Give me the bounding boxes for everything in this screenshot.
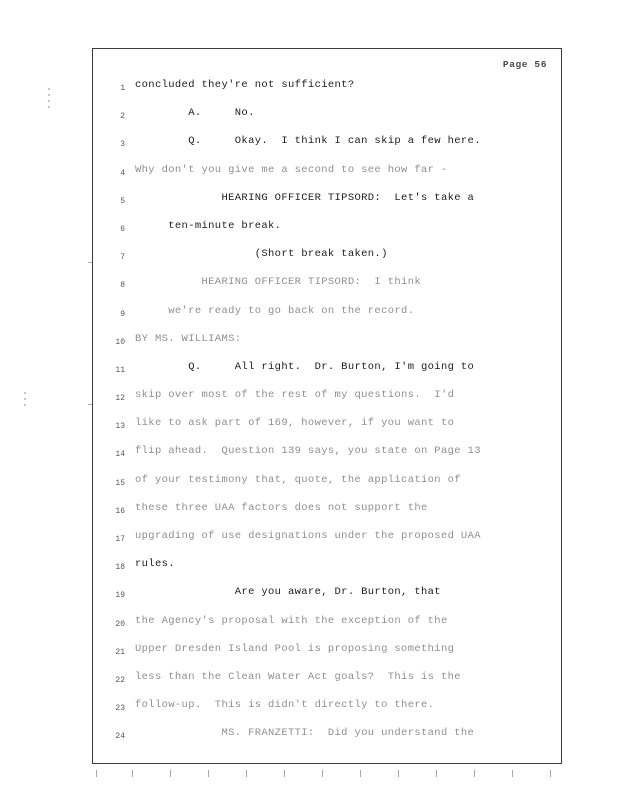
transcript-line	[93, 220, 561, 248]
transcript-line	[93, 643, 561, 671]
transcript-line	[93, 502, 561, 530]
line-text: concluded they're not sufficient?	[135, 79, 355, 91]
line-text: rules.	[135, 558, 175, 571]
scan-artifact	[24, 392, 26, 394]
scan-bottom-marks	[96, 770, 556, 778]
page-number-label: Page 56	[502, 59, 547, 70]
transcript-line	[93, 530, 561, 558]
line-text: Q. All right. Dr. Burton, I'm going to	[135, 360, 475, 373]
line-number: 5	[120, 196, 125, 206]
line-text: Why don't you give me a second to see how far -	[135, 163, 448, 176]
scan-artifact	[48, 88, 50, 90]
line-text: the Agency's proposal with the exception of the	[135, 614, 448, 627]
line-number: 15	[115, 478, 125, 488]
transcript-line	[93, 79, 561, 107]
transcript-line	[93, 333, 561, 361]
line-text: we're ready to go back on the record.	[135, 304, 415, 317]
line-number: 8	[120, 281, 125, 291]
line-text: follow-up. This is didn't directly to there.	[135, 699, 435, 712]
scan-artifact	[24, 404, 26, 406]
line-number: 4	[120, 168, 125, 178]
line-text: ten-minute break.	[135, 219, 282, 232]
line-number: 16	[115, 506, 125, 516]
line-number: 9	[120, 309, 125, 319]
line-text: BY MS. WILLIAMS:	[135, 332, 242, 345]
line-number: 13	[115, 422, 125, 432]
transcript-page	[92, 48, 562, 764]
line-number: 17	[115, 535, 125, 544]
line-text: flip ahead. Question 139 says, you state on Page 13	[135, 445, 481, 458]
transcript-line	[93, 248, 561, 276]
line-number: 11	[115, 365, 125, 375]
line-text: MS. FRANZETTI: Did you understand the	[135, 727, 475, 740]
line-text: HEARING OFFICER TIPSORD: Let's take a	[135, 191, 475, 204]
transcript-line	[93, 558, 561, 586]
transcript-line	[93, 671, 561, 699]
line-number: 14	[115, 450, 125, 460]
line-text: of your testimony that, quote, the application of	[135, 473, 461, 486]
line-text: HEARING OFFICER TIPSORD: I think	[135, 276, 421, 289]
line-text: Upper Dresden Island Pool is proposing something	[135, 642, 455, 655]
transcript-line	[93, 699, 561, 727]
line-text: Q. Okay. I think I can skip a few here.	[135, 135, 481, 148]
transcript-line	[93, 389, 561, 417]
scan-artifact	[48, 106, 50, 108]
transcript-line	[93, 305, 561, 333]
transcript-line	[93, 135, 561, 163]
line-number: 24	[115, 732, 125, 742]
transcript-line	[93, 164, 561, 192]
transcript-line	[93, 276, 561, 304]
line-number: 18	[115, 563, 125, 573]
line-text: these three UAA factors does not support the	[135, 501, 428, 514]
line-number: 22	[115, 675, 125, 685]
transcript-line	[93, 727, 561, 755]
line-text: less than the Clean Water Act goals? This is the	[135, 670, 461, 683]
line-number: 20	[115, 619, 125, 629]
transcript-line	[93, 192, 561, 220]
line-text: A. No.	[135, 107, 255, 120]
transcript-lines	[93, 79, 561, 756]
line-number: 3	[120, 140, 125, 150]
transcript-line	[93, 361, 561, 389]
line-text: upgrading of use designations under the proposed UAA	[135, 530, 481, 542]
line-text: like to ask part of 169, however, if you want to	[135, 417, 455, 430]
transcript-line	[93, 586, 561, 614]
line-number: 7	[120, 253, 125, 263]
scan-artifact	[48, 100, 50, 102]
transcript-line	[93, 445, 561, 473]
transcript-line	[93, 107, 561, 135]
scan-artifact	[48, 94, 50, 96]
line-number: 2	[120, 112, 125, 122]
line-number: 23	[115, 704, 125, 714]
line-number: 6	[120, 224, 125, 234]
scan-artifact	[24, 398, 26, 400]
line-text: (Short break taken.)	[135, 248, 388, 261]
line-text: Are you aware, Dr. Burton, that	[135, 586, 441, 599]
line-number: 21	[115, 647, 125, 657]
transcript-line	[93, 615, 561, 643]
line-number: 19	[115, 591, 125, 601]
transcript-line	[93, 474, 561, 502]
line-number: 12	[115, 394, 125, 404]
transcript-line	[93, 417, 561, 445]
line-number: 10	[115, 337, 125, 347]
line-number: 1	[120, 84, 125, 93]
line-text: skip over most of the rest of my questions. I'd	[135, 389, 455, 402]
